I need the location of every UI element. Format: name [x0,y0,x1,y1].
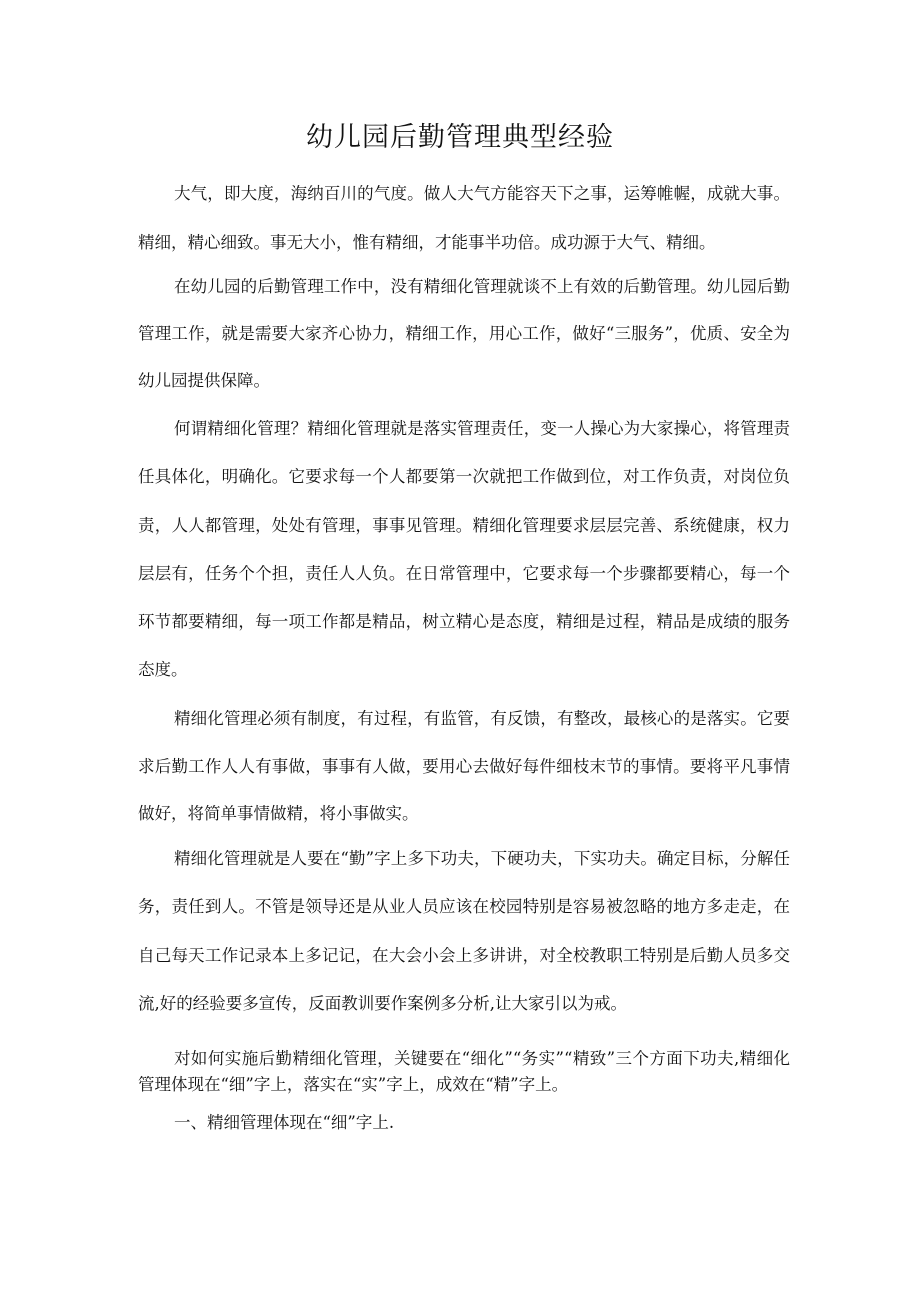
paragraph-what-is-refined-management: 何谓精细化管理？精细化管理就是落实管理责任，变一人操心为大家操心，将管理责任具体化，明确化。它要求每一个人都要第一次就把工作做到位，对工作负责，对岗位负责，人人都管理，处处有管理，事事见管理。精细化管理要求层层完善、系统健康，权力层层有，任务个个担，责任人人负。在日常管理中，它要求每一个步骤都要精心，每一个环节都要精细，每一项工作都是精品，树立精心是态度，精细是过程，精品是成绩的服务态度。 [138,419,790,680]
document-title: 幼儿园后勤管理典型经验 [306,122,614,153]
paragraph-implementation: 对如何实施后勤精细化管理，关键要在“细化”“务实”“精致”三个方面下功夫,精细化管理体现在“细”字上，落实在“实”字上，成效在“精”字上。 [138,1049,790,1094]
paragraph-diligence: 精细化管理就是人要在“勤”字上多下功夫，下硬功夫，下实功夫。确定目标，分解任务，责任到人。不管是领导还是从业人员应该在校园特别是容易被忽略的地方多走走，在自己每天工作记录本上多记记，在大会小会上多讲讲，对全校教职工特别是后勤人员多交流,好的经验要多宣传，反面教训要作案例多分析,让大家引以为戒。 [138,849,790,1013]
paragraph-system-requirements: 精细化管理必须有制度，有过程，有监管，有反馈，有整改，最核心的是落实。它要求后勤工作人人有事做，事事有人做，要用心去做好每件细枝末节的事情。要将平凡事情做好，将简单事情做精，将小事做实。 [138,709,790,823]
paragraph-intro: 大气，即大度，海纳百川的气度。做人大气方能容天下之事，运筹帷幄，成就大事。精细，精心细致。事无大小，惟有精细，才能事半功倍。成功源于大气、精细。 [138,184,790,252]
paragraph-logistics-management: 在幼儿园的后勤管理工作中，没有精细化管理就谈不上有效的后勤管理。幼儿园后勤管理工作，就是需要大家齐心协力，精细工作，用心工作，做好“三服务”，优质、安全为幼儿园提供保障。 [138,277,790,390]
section-heading-one: 一、精细管理体现在“细”字上. [174,1113,395,1132]
